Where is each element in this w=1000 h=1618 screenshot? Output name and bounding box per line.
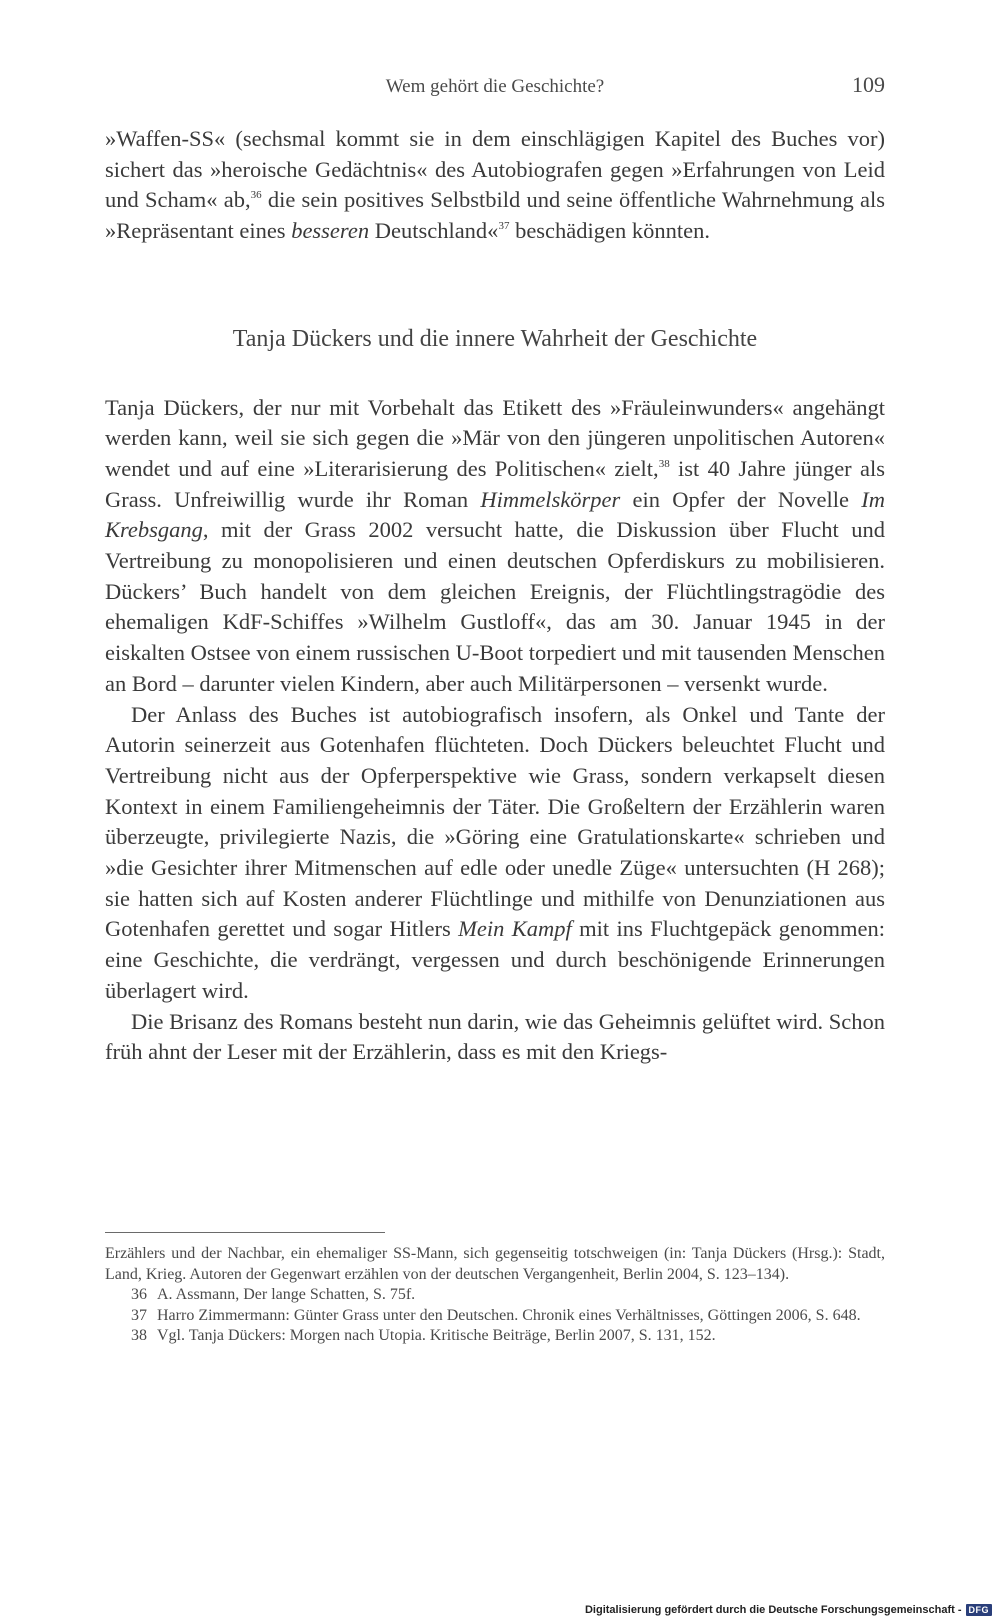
footnote-37: 37 Harro Zimmermann: Günter Grass unter den Deutschen. Chronik eines Verhältnisses, Göttingen 2006, S. 648. (105, 1306, 885, 1327)
page-header (105, 68, 885, 108)
footnote-number: 37 (131, 1306, 147, 1324)
section-heading: Tanja Dückers und die innere Wahrheit der Geschichte (232, 325, 758, 352)
footnote-38: 38 Vgl. Tanja Dückers: Morgen nach Utopia. Kritische Beiträge, Berlin 2007, S. 131, 152. (105, 1326, 885, 1347)
footnote-continuation: Erzählers und der Nachbar, ein ehemaliger SS-Mann, sich gegenseitig totschweigen (in: Tanja Dückers (Hrsg.): Stadt, Land, Krieg. Autoren der Gegenwart erzählen von der deutschen Vergangenheit, Berlin 2004, S. 123–134). (105, 1245, 885, 1283)
footnote-ref-37[interactable]: 37 (498, 220, 510, 233)
footnotes (105, 1244, 885, 1347)
footnote-number: 36 (131, 1286, 147, 1304)
banner-text: Digitalisierung gefördert durch die Deutsche Forschungsgemeinschaft - (584, 1604, 962, 1616)
main-text (105, 124, 885, 1068)
paragraph-3: Der Anlass des Buches ist autobiografisch insofern, als Onkel und Tante der Autorin seinerzeit aus Gotenhafen flüchteten. Doch Dückers beleuchtet Flucht und Vertreibung nicht aus der Opferperspektive wie Grass, sondern verkapselt diesen Kontext in einem Familiengeheimnis der Täter. Die Großeltern der Erzählerin waren überzeugte, privilegierte Nazis, die »Göring eine Gratulationskarte« schrieben und »die Gesichter ihrer Mitmenschen auf edle oder unedle Züge« untersuchten (H 268); sie hatten sich auf Kosten anderer Flüchtlinge und mithilfe von Denunziationen aus Gotenhafen gerettet und sogar Hitlers Mein Kampf mit ins Fluchtgepäck genommen: eine Geschichte, die verdrängt, vergessen und durch beschönigende Erinnerungen überlagert wird. (105, 701, 885, 1003)
dfg-logo: DFG (966, 1604, 993, 1616)
footnote-number: 38 (131, 1327, 147, 1345)
paragraph-4: Die Brisanz des Romans besteht nun darin, wie das Geheimnis gelüftet wird. Schon früh ahnt der Leser mit der Erzählerin, dass es mit den Kriegs- (105, 1008, 885, 1065)
footnote-ref-38[interactable]: 38 (658, 457, 670, 470)
footnote-36: 36 A. Assmann, Der lange Schatten, S. 75f. (105, 1285, 885, 1306)
footnote-ref-36[interactable]: 36 (250, 189, 262, 202)
paragraph-1: »Waffen-SS« (sechsmal kommt sie in dem einschlägigen Kapitel des Buches vor) sichert das »heroische Gedächtnis« des Autobiografen gegen »Erfahrungen von Leid und Scham« ab,$^{36}$ die sein positives Selbstbild und seine öffentliche Wahrnehmung als »Repräsentant eines besseren Deutschland«$^{37}$ beschädigen könnten. (105, 126, 885, 244)
running-title: Wem gehört die Geschichte? (385, 76, 605, 97)
digitization-banner (585, 1604, 992, 1616)
footnote-separator (105, 1232, 385, 1233)
page-number: 109 (852, 72, 885, 97)
paragraph-2: Tanja Dückers, der nur mit Vorbehalt das Etikett des »Fräuleinwunders« angehängt werden kann, weil sie sich gegen die »Mär von den jüngeren unpolitischen Autoren« wendet und auf eine »Literarisierung des Politischen« zielt,$^{38}$ ist 40 Jahre jünger als Grass. Unfreiwillig wurde ihr Roman Himmelskörper ein Opfer der Novelle Im Krebsgang, mit der Grass 2002 versucht hatte, die Diskussion über Flucht und Vertreibung zu monopolisieren und einen deutschen Opferdiskurs zu mobilisieren. Dückers’ Buch handelt von dem gleichen Ereignis, der Flüchtlingstragödie des ehemaligen KdF-Schiffes »Wilhelm Gustloff«, das am 30. Januar 1945 in der eiskalten Ostsee von einem russischen U-Boot torpediert und mit tausenden Menschen an Bord – darunter vielen Kindern, aber auch Militärpersonen – versenkt wurde. (105, 394, 885, 696)
